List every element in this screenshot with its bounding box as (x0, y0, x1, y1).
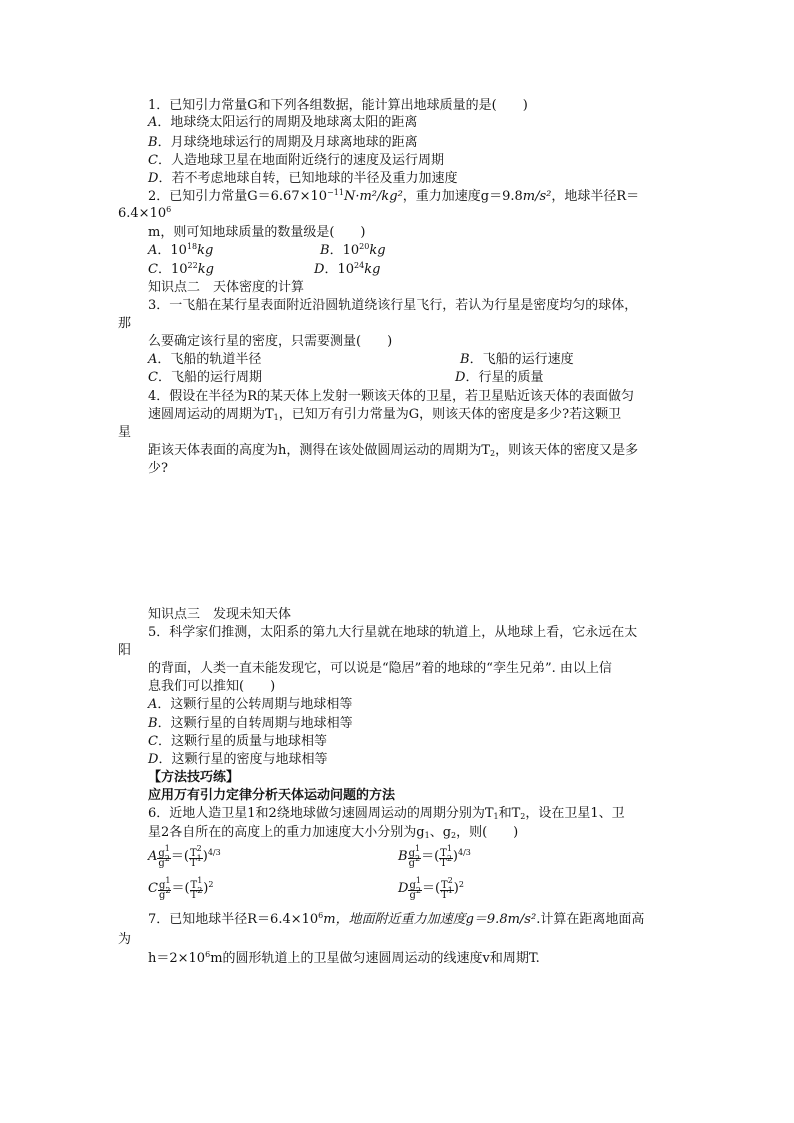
q3-option-b: B．飞船的运行速度 (460, 352, 574, 367)
q1-stem: 1．已知引力常量G和下列各组数据，能计算出地球质量的是( ) (148, 98, 528, 113)
q5-option-d: D．这颗行星的密度与地球相等 (148, 752, 328, 767)
method-heading: 【方法技巧练】 (148, 770, 240, 785)
q2-stem-continued: m，则可知地球质量的数量级是( ) (148, 225, 366, 240)
q2-option-c: C．$10^{22}kg$ (148, 261, 214, 277)
q5-line2: 的背面，人类一直未能发现它，可以说是“隐居”着的地球的“孪生兄弟”. 由以上信 (148, 661, 612, 676)
q1-option-c: C．人造地球卫星在地面附近绕行的速度及运行周期 (148, 153, 444, 168)
knowledge-point-2-title: 知识点二 天体密度的计算 (148, 280, 305, 295)
q7-line1-wrap: 为 (118, 932, 132, 947)
q3-option-d: D．行星的质量 (455, 370, 544, 385)
q1-option-d: D．若不考虑地球自转，已知地球的半径及重力加速度 (148, 171, 458, 186)
q5-line1-wrap: 阳 (118, 643, 132, 658)
q2-option-a: A．$10^{18}kg$ (148, 242, 214, 258)
q5-line1: 5．科学家们推测，太阳系的第九大行星就在地球的轨道上，从地球上看，它永远在太 (148, 625, 638, 640)
q6-option-d: D $\frac{g^1}{g^2}$ ＝( $\frac{T^2}{T^1}$ )$^2$ (398, 876, 464, 901)
q6-option-b: B $\frac{g^1}{g^2}$ ＝( $\frac{T^1}{T^2}$ )$^{4/3}$ (398, 844, 471, 869)
q1-option-a: A．地球绕太阳运行的周期及地球离太阳的距离 (148, 115, 418, 130)
q6-option-c: C $\frac{g^1}{g^2}$ ＝( $\frac{T^1}{T^2}$ )$^2$ (148, 876, 214, 901)
q1-option-b: B．月球绕地球运行的周期及月球离地球的距离 (148, 135, 418, 150)
q3-stem-wrap: 那 (118, 316, 132, 331)
knowledge-point-3-title: 知识点三 发现未知天体 (148, 607, 292, 622)
q4-line3: 距该天体表面的高度为h，测得在该处做圆周运动的周期为$T_2$，则该天体的密度又是多 (148, 443, 639, 458)
q2-option-b: B．$10^{20}kg$ (320, 242, 386, 258)
q6-line2: 星2各自所在的高度上的重力加速度大小分别为$g_1$、$g_2$，则( ) (148, 825, 519, 840)
q6-line1: 6．近地人造卫星1和2绕地球做匀速圆周运动的周期分别为$T_1$和$T_2$，设在卫星1、卫 (148, 806, 625, 821)
q5-line3: 息我们可以推知( ) (148, 679, 276, 694)
q7-line2: $h=2\times 10^6m$的圆形轨道上的卫星做匀速圆周运动的线速度v和周期T. (148, 950, 540, 966)
q2-stem: 2．已知引力常量$G=6.67\times 10^{-11}N\cdot m^2$/kg²，重力加速度g＝9.8m/s²，地球半径R＝ (148, 188, 640, 204)
q5-option-b: B．这颗行星的自转周期与地球相等 (148, 716, 353, 731)
q3-stem-line1: 3．一飞船在某行星表面附近沿圆轨道绕该行星飞行，若认为行星是密度均匀的球体， (148, 298, 638, 313)
q4-line1: 4．假设在半径为R的某天体上发射一颗该天体的卫星，若卫星贴近该天体的表面做匀 (148, 389, 635, 404)
q3-option-a: A．飞船的轨道半径 (148, 352, 262, 367)
q2-option-d: D．$10^{24}kg$ (314, 261, 381, 277)
q4-line2-wrap: 星 (118, 425, 132, 440)
q7-line1: 7．已知地球半径$R=6.4\times 10^6m$，地面附近重力加速度g＝9.8m/s².计算在距离地面高 (148, 911, 645, 927)
q3-stem-line2: 么要确定该行星的密度，只需要测量( ) (148, 334, 393, 349)
q6-option-a: A $\frac{g^1}{g^2}$ ＝( $\frac{T^2}{T^1}$ )$^{4/3}$ (148, 844, 221, 869)
q5-option-a: A．这颗行星的公转周期与地球相等 (148, 697, 353, 712)
q4-line2: 速圆周运动的周期为$T_1$，已知万有引力常量为G，则该天体的密度是多少?若这颗卫 (148, 407, 622, 422)
q5-option-c: C．这颗行星的质量与地球相等 (148, 734, 327, 749)
q3-option-c: C．飞船的运行周期 (148, 370, 262, 385)
q4-line4: 少? (148, 461, 168, 476)
q2-radius-value: $6.4\times 10^6$ (118, 205, 172, 221)
method-subheading: 应用万有引力定律分析天体运动问题的方法 (148, 788, 396, 803)
